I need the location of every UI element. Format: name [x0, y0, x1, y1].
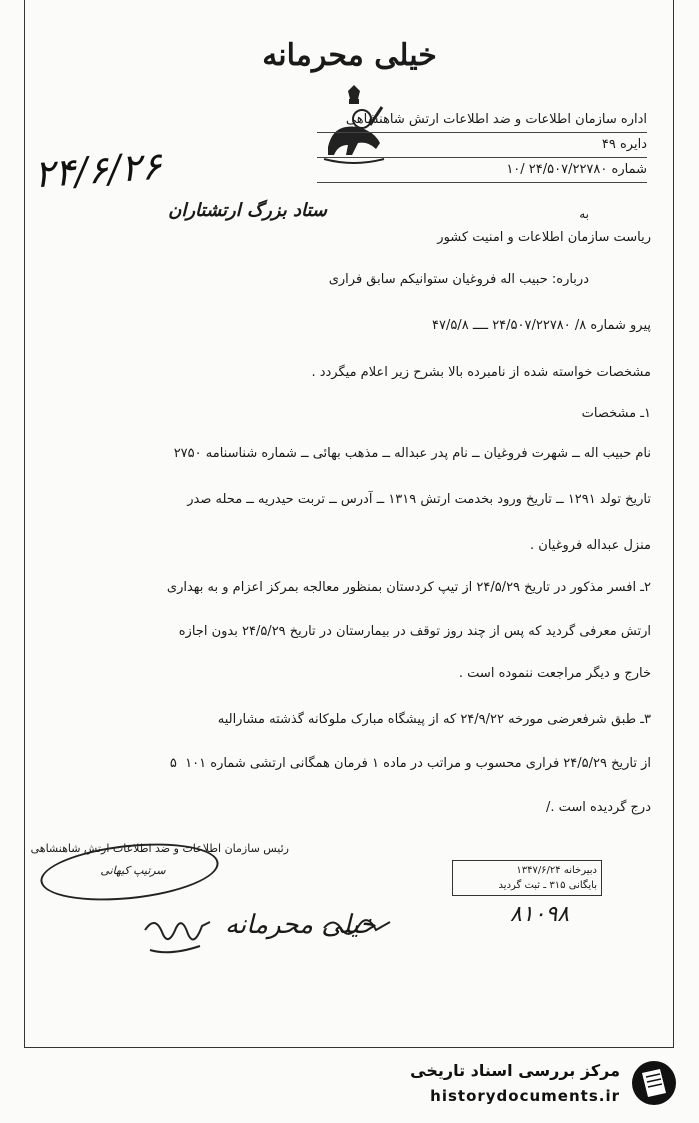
subject-line: درباره: حبیب اله فروغیان ستوانیکم سابق فراری	[328, 272, 589, 287]
office-value: سازمان اطلاعات و ضد اطلاعات ارتش شاهنشاهی	[345, 112, 617, 127]
office-label: اداره	[620, 112, 647, 127]
handwritten-date: ۲۴/۶/۲۶	[32, 143, 164, 197]
paragraph-9: درج گردیده است ./	[545, 800, 651, 815]
intro-line: مشخصات خواسته شده از نامبرده بالا بشرح زیر اعلام میگردد .	[311, 365, 651, 380]
paragraph-3: منزل عبداله فروغیان .	[530, 538, 651, 553]
watermark-org-name: مرکز بررسی اسناد تاریخی	[410, 1061, 620, 1080]
reference-block	[317, 108, 647, 183]
paragraph-8-number: ۵	[169, 756, 177, 771]
reference-line: پیرو شماره ۸/ ۲۴/۵۰۷/۲۲۷۸۰ ــــ ۴۷/۵/۸	[431, 318, 651, 333]
stamp-line-1: دبیرخانه ۱۳۴۷/۶/۲۴	[516, 865, 597, 876]
number-label: شماره	[611, 162, 647, 177]
handwritten-signature-icon	[140, 910, 215, 960]
section1-title: ۱ـ مشخصات	[581, 406, 651, 421]
number-value: ۲۴/۵۰۷/۲۲۷۸۰ /۱۰	[506, 162, 608, 177]
paragraph-1: نام حبیب اله ــ شهرت فروغیان ــ نام پدر عبداله ــ مذهب بهائی ــ شماره شناسنامه ۲۷۵۰	[173, 446, 651, 461]
paragraph-7: ۳ـ طبق شرفعرضی مورخه ۲۴/۹/۲۲ که از پیشگاه مبارک ملوکانه گذشته مشارالیه	[217, 712, 651, 727]
signature-title: رئیس سازمان اطلاعات و ضد اطلاعات ارتش شاهنشاهی	[30, 842, 289, 855]
signature-name: سرتیپ کیهانی	[100, 864, 166, 877]
history-documents-logo-icon	[630, 1059, 678, 1107]
stamp-line-2: بایگانی ۳۱۵ ـ ثبت گردید	[498, 880, 597, 891]
paragraph-8	[170, 756, 651, 771]
classification-header: خیلی محرمانه	[262, 38, 437, 73]
paragraph-4: ۲ـ افسر مذکور در تاریخ ۲۴/۵/۲۹ از تیپ کردستان بمنظور معالجه بمرکز اعزام و به بهداری	[166, 580, 651, 595]
classification-footer: خیلی محرمانه	[225, 910, 376, 940]
paragraph-5: ارتش معرفی گردید که پس از چند روز توقف در بیمارستان در تاریخ ۲۴/۵/۲۹ بدون اجازه	[178, 624, 651, 639]
watermark-url[interactable]: historydocuments.ir	[430, 1087, 620, 1105]
paragraph-6: خارج و دیگر مراجعت ننموده است .	[458, 666, 651, 681]
paragraph-8-text: از تاریخ ۲۴/۵/۲۹ فراری محسوب و مراتب در ماده ۱ فرمان همگانی ارتشی شماره ۱۰۱	[185, 756, 651, 771]
number-line	[317, 158, 647, 183]
section-label: دایره	[619, 137, 647, 152]
to-label: به	[579, 207, 589, 221]
section-value: ۴۹	[601, 137, 616, 152]
recipient-line: ریاست سازمان اطلاعات و امنیت کشور	[437, 230, 651, 245]
office-line	[317, 108, 647, 133]
registry-stamp	[452, 860, 602, 896]
section-line	[317, 133, 647, 158]
org-name: ستاد بزرگ ارتشتاران	[168, 200, 327, 221]
watermark	[410, 1055, 690, 1117]
paragraph-2: تاریخ تولد ۱۲۹۱ ــ تاریخ ورود بخدمت ارتش ۱۳۱۹ ــ آدرس ــ تربت حیدریه ــ محله صدر	[187, 492, 651, 507]
handwritten-number: ۸۱۰۹۸	[510, 902, 570, 927]
